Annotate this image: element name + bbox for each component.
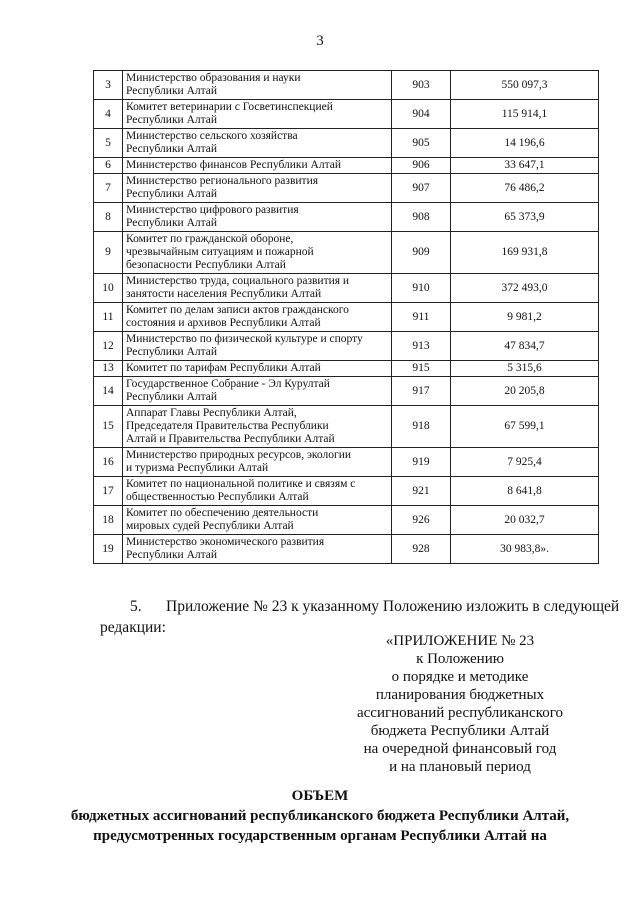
organization-name-line: Министерство образования и науки xyxy=(126,72,301,84)
table-row xyxy=(94,100,599,129)
table-row xyxy=(94,332,599,361)
amount-value: 47 834,7 xyxy=(451,332,599,361)
organization-name xyxy=(123,332,392,361)
table-row xyxy=(94,506,599,535)
organization-name-line: Республики Алтай xyxy=(126,391,218,403)
department-code: 903 xyxy=(392,71,451,100)
paragraph-text-line-1: Приложение № 23 к указанному Положению изложить в следующей xyxy=(166,598,620,615)
organization-name-line: Республики Алтай xyxy=(126,217,218,229)
budget-table xyxy=(93,70,599,564)
amount-value: 115 914,1 xyxy=(451,100,599,129)
organization-name xyxy=(123,406,392,448)
organization-name xyxy=(123,535,392,564)
organization-name-line: Республики Алтай xyxy=(126,188,218,200)
table-row xyxy=(94,535,599,564)
amount-value: 5 315,6 xyxy=(451,361,599,377)
organization-name-line: Государственное Собрание - Эл Курултай xyxy=(126,378,330,390)
amount-value: 8 641,8 xyxy=(451,477,599,506)
appendix-header xyxy=(340,632,580,776)
organization-name-line: Аппарат Главы Республики Алтай, xyxy=(126,407,297,419)
paragraph-text-line-2: редакции: xyxy=(100,619,166,636)
organization-name-line: Комитет по гражданской обороне, xyxy=(126,233,294,245)
table-row xyxy=(94,203,599,232)
amount-value: 20 205,8 xyxy=(451,377,599,406)
organization-name xyxy=(123,361,392,377)
appendix-line: на очередной финансовый год xyxy=(363,741,557,757)
table-row xyxy=(94,274,599,303)
organization-name-line: Республики Алтай xyxy=(126,549,218,561)
organization-name-line: Министерство экономического развития xyxy=(126,536,325,548)
appendix-line: ассигнований республиканского xyxy=(356,705,564,721)
department-code: 919 xyxy=(392,448,451,477)
row-number: 13 xyxy=(94,361,123,377)
department-code: 910 xyxy=(392,274,451,303)
organization-name-line: Министерство труда, социального развития и xyxy=(126,275,350,287)
organization-name xyxy=(123,232,392,274)
table-row xyxy=(94,477,599,506)
organization-name-line: Министерство финансов Республики Алтай xyxy=(126,159,341,171)
amount-value: 9 981,2 xyxy=(451,303,599,332)
heading-title: ОБЪЕМ xyxy=(291,788,349,804)
table-row xyxy=(94,129,599,158)
organization-name xyxy=(123,448,392,477)
organization-name-line: и туризма Республики Алтай xyxy=(126,462,269,474)
organization-name-line: Министерство сельского хозяйства xyxy=(126,130,298,142)
department-code: 905 xyxy=(392,129,451,158)
organization-name-line: Комитет по национальной политике и связям с xyxy=(126,478,356,490)
table-row xyxy=(94,303,599,332)
table-body xyxy=(94,71,599,564)
heading-line-1: бюджетных ассигнований республиканского бюджета Республики Алтай, xyxy=(70,808,570,824)
organization-name-line: безопасности Республики Алтай xyxy=(126,259,286,271)
amount-value: 20 032,7 xyxy=(451,506,599,535)
organization-name xyxy=(123,203,392,232)
organization-name xyxy=(123,158,392,174)
document-heading xyxy=(0,786,640,846)
paragraph-first-line xyxy=(100,596,620,617)
amount-value: 76 486,2 xyxy=(451,174,599,203)
row-number: 15 xyxy=(94,406,123,448)
department-code: 909 xyxy=(392,232,451,274)
department-code: 915 xyxy=(392,361,451,377)
appendix-line: к Положению xyxy=(416,651,504,667)
organization-name xyxy=(123,129,392,158)
organization-name-line: состояния и архивов Республики Алтай xyxy=(126,317,321,329)
paragraph-number: 5. xyxy=(130,598,142,615)
amount-value: 33 647,1 xyxy=(451,158,599,174)
table-row xyxy=(94,377,599,406)
row-number: 19 xyxy=(94,535,123,564)
organization-name-line: Комитет ветеринарии с Госветинспекцией xyxy=(126,101,333,113)
organization-name xyxy=(123,71,392,100)
heading-line-2: предусмотренных государственным органам Республики Алтай на xyxy=(93,828,547,844)
page-number: 3 xyxy=(316,33,324,49)
amount-value: 372 493,0 xyxy=(451,274,599,303)
row-number: 12 xyxy=(94,332,123,361)
organization-name-line: мировых судей Республики Алтай xyxy=(126,520,294,532)
organization-name-line: Республики Алтай xyxy=(126,346,218,358)
amount-value: 7 925,4 xyxy=(451,448,599,477)
row-number: 3 xyxy=(94,71,123,100)
department-code: 917 xyxy=(392,377,451,406)
row-number: 10 xyxy=(94,274,123,303)
department-code: 907 xyxy=(392,174,451,203)
table-row xyxy=(94,361,599,377)
department-code: 921 xyxy=(392,477,451,506)
appendix-line: о порядке и методике xyxy=(391,669,529,685)
organization-name-line: Республики Алтай xyxy=(126,143,218,155)
row-number: 7 xyxy=(94,174,123,203)
organization-name xyxy=(123,274,392,303)
organization-name xyxy=(123,377,392,406)
organization-name xyxy=(123,303,392,332)
department-code: 918 xyxy=(392,406,451,448)
row-number: 16 xyxy=(94,448,123,477)
amount-value: 169 931,8 xyxy=(451,232,599,274)
table-row xyxy=(94,174,599,203)
appendix-line: и на плановый период xyxy=(389,759,531,775)
department-code: 908 xyxy=(392,203,451,232)
row-number: 6 xyxy=(94,158,123,174)
row-number: 5 xyxy=(94,129,123,158)
appendix-line: планирования бюджетных xyxy=(375,687,545,703)
organization-name xyxy=(123,506,392,535)
organization-name-line: Республики Алтай xyxy=(126,114,218,126)
organization-name-line: Комитет по делам записи актов гражданского xyxy=(126,304,349,316)
appendix-line: бюджета Республики Алтай xyxy=(370,723,550,739)
organization-name-line: Комитет по тарифам Республики Алтай xyxy=(126,362,321,374)
amount-value: 65 373,9 xyxy=(451,203,599,232)
organization-name-line: Алтай и Правительства Республики Алтай xyxy=(126,433,335,445)
amount-value: 550 097,3 xyxy=(451,71,599,100)
organization-name xyxy=(123,477,392,506)
department-code: 928 xyxy=(392,535,451,564)
row-number: 9 xyxy=(94,232,123,274)
organization-name-line: чрезвычайным ситуациям и пожарной xyxy=(126,246,314,258)
table-row xyxy=(94,158,599,174)
organization-name-line: Республики Алтай xyxy=(126,85,218,97)
organization-name-line: Министерство природных ресурсов, экологии xyxy=(126,449,352,461)
organization-name-line: Председателя Правительства Республики xyxy=(126,420,329,432)
row-number: 4 xyxy=(94,100,123,129)
amount-value: 30 983,8». xyxy=(451,535,599,564)
organization-name-line: Министерство регионального развития xyxy=(126,175,319,187)
organization-name-line: общественностью Республики Алтай xyxy=(126,491,309,503)
amount-value: 67 599,1 xyxy=(451,406,599,448)
department-code: 913 xyxy=(392,332,451,361)
table-row xyxy=(94,448,599,477)
row-number: 14 xyxy=(94,377,123,406)
table-row xyxy=(94,406,599,448)
row-number: 18 xyxy=(94,506,123,535)
department-code: 904 xyxy=(392,100,451,129)
organization-name xyxy=(123,100,392,129)
organization-name-line: занятости населения Республики Алтай xyxy=(126,288,322,300)
row-number: 17 xyxy=(94,477,123,506)
row-number: 8 xyxy=(94,203,123,232)
organization-name-line: Министерство по физической культуре и спорту xyxy=(126,333,363,345)
organization-name-line: Министерство цифрового развития xyxy=(126,204,299,216)
appendix-line: «ПРИЛОЖЕНИЕ № 23 xyxy=(385,633,535,649)
row-number: 11 xyxy=(94,303,123,332)
amount-value: 14 196,6 xyxy=(451,129,599,158)
department-code: 926 xyxy=(392,506,451,535)
organization-name xyxy=(123,174,392,203)
department-code: 911 xyxy=(392,303,451,332)
table-row xyxy=(94,71,599,100)
department-code: 906 xyxy=(392,158,451,174)
organization-name-line: Комитет по обеспечению деятельности xyxy=(126,507,319,519)
table-row xyxy=(94,232,599,274)
